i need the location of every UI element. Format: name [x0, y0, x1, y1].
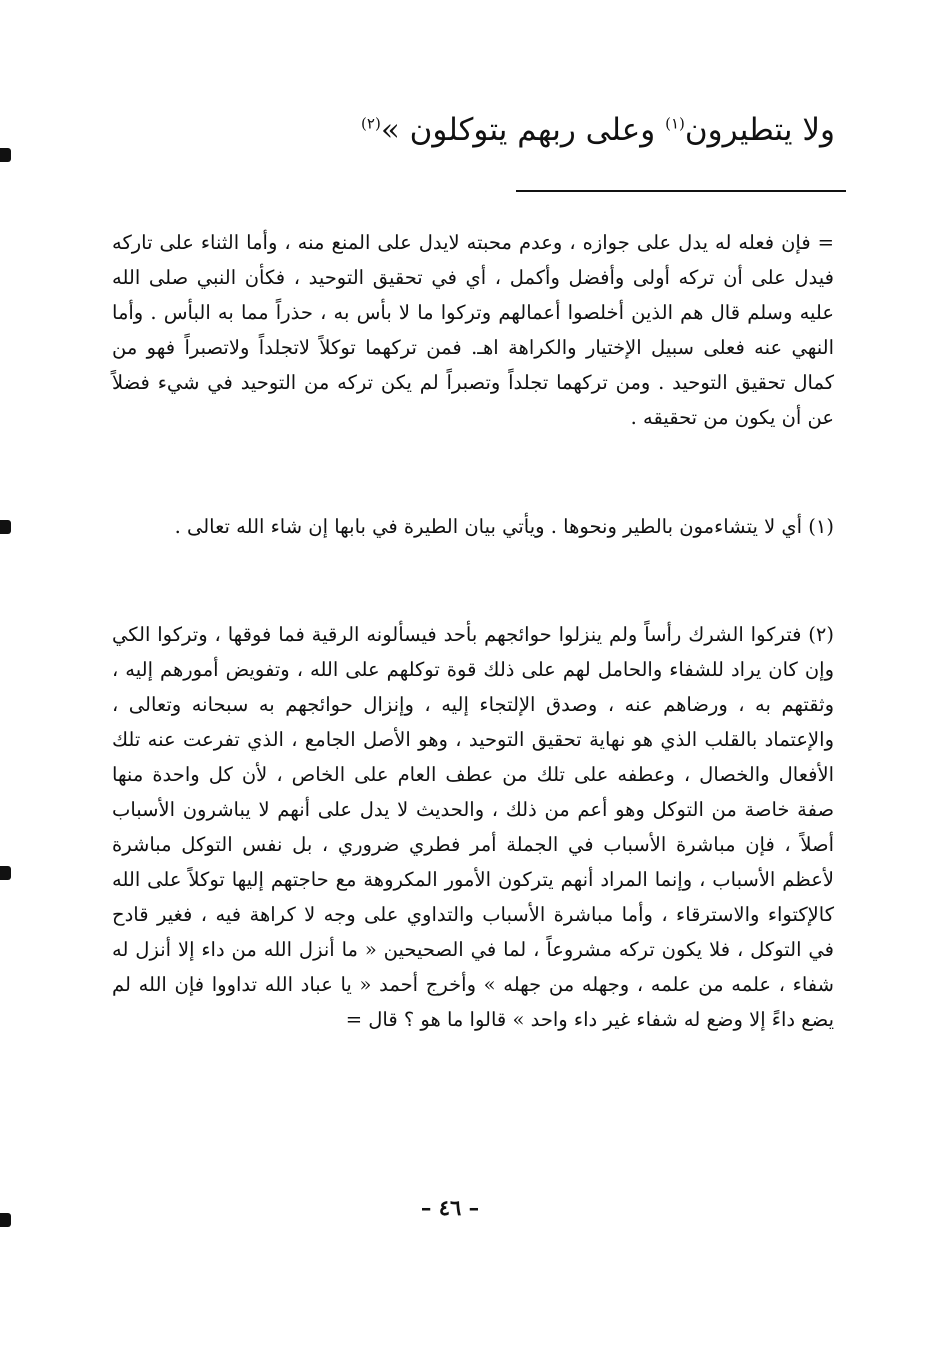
quoted-text-line: [110, 108, 835, 152]
scan-edge-mark: [0, 148, 11, 162]
footnote-separator-rule: [516, 190, 846, 192]
heading-text-start: ولا يتطيرون: [684, 112, 835, 148]
footnote-marker-1: (١): [665, 114, 685, 133]
page-number: – ٤٦ –: [420, 1195, 480, 1220]
footnote-2: (٢) فتركوا الشرك رأساً ولم ينزلوا حوائجهم بأحد فيسألونه الرقية فما فوقها ، وتركوا الكي وإن كان يراد للشفاء والحامل لهم على ذلك قوة توكلهم على الله ، وتفويض أمورهم إليه ، وثقتهم به ، ورضاهم عنه ، وصدق الإلتجاء إليه ، وإنزال حوائجهم به سبحانه وتعالى ، والإعتماد بالقلب الذي هو نهاية تحقيق التوحيد ، وهو الأصل الجامع ، الذي تفرعت عنه تلك الأفعال والخصال ، وعطفه على تلك من عطف العام على الخاص ، لأن كل واحدة منها صفة خاصة من التوكل وهو أعم من ذلك ، والحديث لا يدل على أنهم لا يباشرون الأسباب أصلاً ، فإن مباشرة الأسباب في الجملة أمر فطري ضروري ، بل نفس التوكل مباشرة لأعظم الأسباب ، وإنما المراد أنهم يتركون الأمور المكروهة مع حاجتهم إليها توكلاً على الله كالإكتواء والاسترقاء ، وأما مباشرة الأسباب والتداوي على وجه لا كراهة فيه ، فغير قادح في التوكل ، فلا يكون تركه مشروعاً ، لما في الصحيحين « ما أنزل الله من داء إلا أنزل له شفاء ، علمه من علمه ، وجهله من جهله » وأخرج أحمد « يا عباد الله تداووا فإن الله لم يضع داءً إلا وضع له شفاء غير داء واحد » قالوا ما هو ؟ قال =: [112, 623, 834, 1031]
footnote-1: (١) أي لا يتشاءمون بالطير ونحوها . ويأتي بيان الطيرة في بابها إن شاء الله تعالى .: [174, 515, 834, 538]
scan-edge-mark: [0, 1213, 11, 1227]
heading-text-end: وعلى ربهم يتوكلون »: [380, 112, 666, 148]
scan-edge-mark: [0, 866, 11, 880]
scan-edge-mark: [0, 520, 11, 534]
continued-footnote-paragraph: = فإن فعله له يدل على جوازه ، وعدم محبته لايدل على المنع منه ، وأما الثناء على تاركه فيدل على أن تركه أولى وأفضل وأكمل ، أي في تحقيق التوحيد ، فكأن النبي صلى الله عليه وسلم قال هم الذين أخلصوا أعمالهم وتركوا ما لا بأس به ، حذراً مما به البأس . وأما النهي عنه فعلى سبيل الإختيار والكراهة اهـ. فمن تركهما توكلاً لاتجلداً ولاتصبراً فهو من كمال تحقيق التوحيد . ومن تركهما تجلداً وتصبراً لم يكن تركه من التوحيد في شيء فضلاً عن أن يكون من تحقيقه .: [112, 231, 834, 429]
footnote-marker-2: (٢): [361, 114, 381, 133]
